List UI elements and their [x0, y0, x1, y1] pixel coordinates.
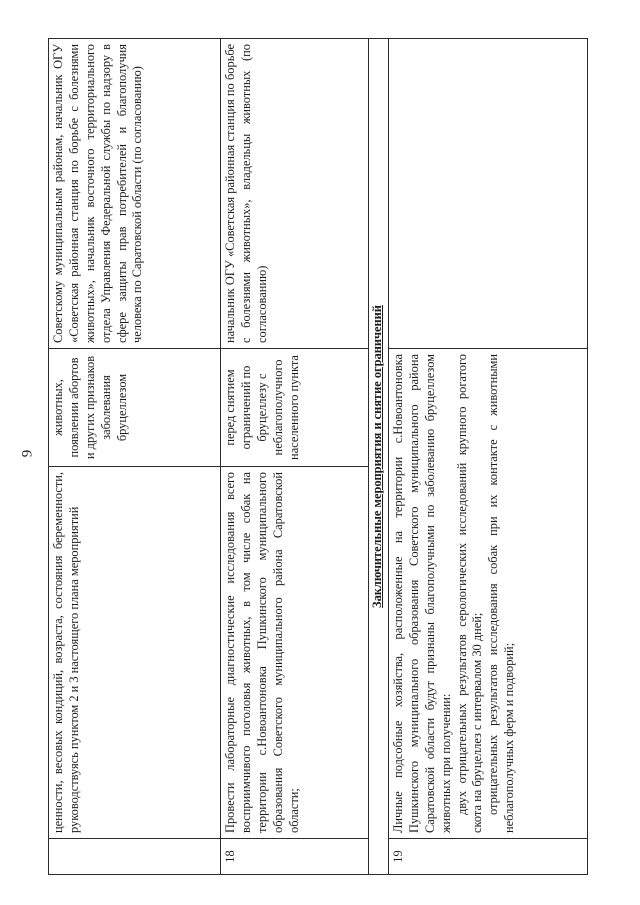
table-row [49, 39, 221, 875]
task-intro: Личные подсобные хозяйства, расположенные на территории с.Новоантоновка Пушкинского муниципального образования Советского муниципального района Саратовской области будут признаны благополучными по заболеванию бруцеллезом животных при получении: [391, 354, 453, 833]
responsible-text: начальник ОГУ «Советская районная станция по борьбе с болезнями животных», владельцы животных (по согласованию) [221, 39, 369, 349]
term-text: животных, появлении абортов и других признаков заболевания бруцеллезом [49, 349, 221, 467]
row-number: 18 [221, 839, 369, 875]
responsible-text: Советскому муниципальным районам, начальник ОГУ «Советская районная станция по борьбе с болезнями животных», начальник восточного территориального отдела Управления Федеральной службы по надзору в сфере защиты прав потребителей и благополучия человека по Саратовской области (по согласованию) [49, 39, 221, 349]
measures-table [48, 38, 588, 875]
section-header-row [369, 39, 389, 875]
task-text [389, 349, 588, 839]
row-number [49, 839, 221, 875]
task-item: отрицательных результатов исследования собак при их контакте с животными неблагополучных ферм и подворий; [486, 354, 517, 833]
task-text: ценности, весовых кондиций, возраста, состояния беременности, руководствуясь пунктом 2 и 3 настоящего плана мероприятий [49, 467, 221, 839]
rotated-page [48, 39, 588, 875]
table-row [389, 39, 588, 875]
task-text: Провести лабораторные диагностические исследования всего восприимчивого поголовья животных, в том числе собак на территории с.Новоантоновка Пушкинского муниципального образования Советского муниципального района Саратовской области; [221, 467, 369, 839]
row-number: 19 [389, 839, 588, 875]
section-title: Заключительные мероприятия и снятие ограничений [369, 39, 389, 875]
page-number: 9 [19, 449, 36, 458]
empty-cell [389, 39, 588, 349]
task-item: двух отрицательных результатов серологических исследований крупного рогатого скота на бруцеллез с интервалом 30 дней; [454, 354, 485, 833]
table-row [221, 39, 369, 875]
term-text: перед снятием ограничений по бруцеллезу с неблагополучного населенного пункта [221, 349, 369, 467]
